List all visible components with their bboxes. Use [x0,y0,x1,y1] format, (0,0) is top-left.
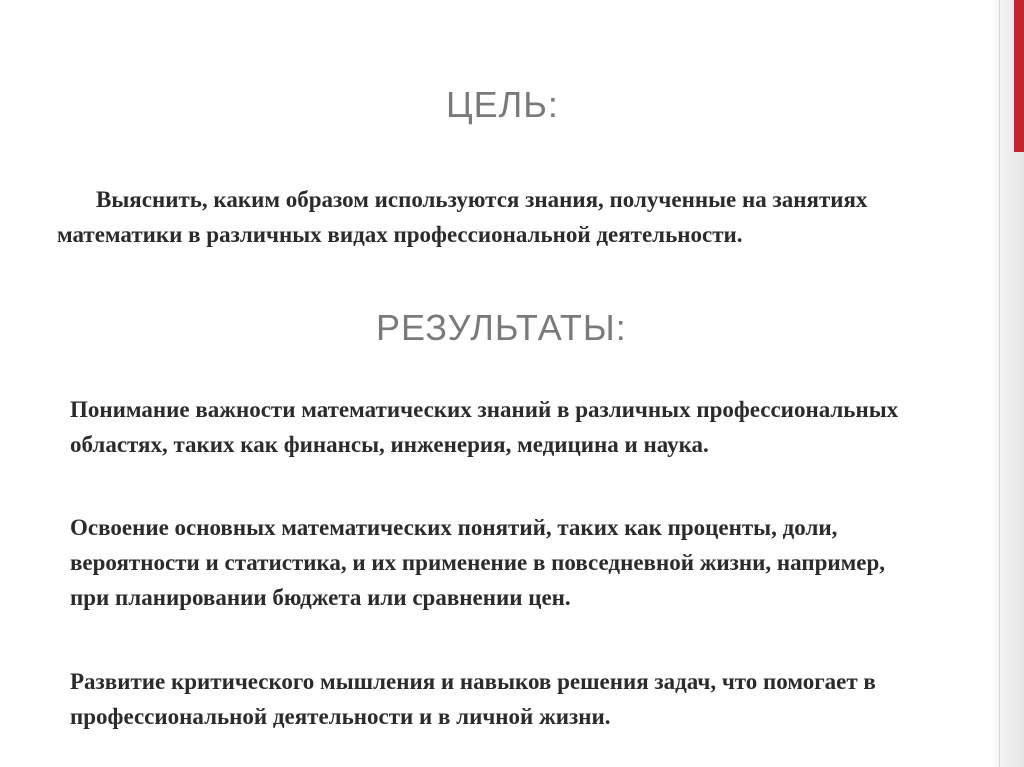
page-edge-line [999,0,1000,767]
result-item-1: Понимание важности математических знаний в различных профессиональных областях, таких как финансы, инженерия, медицина и наука. [70,397,899,457]
goal-heading: ЦЕЛЬ: [446,84,559,125]
accent-bar [1014,0,1024,152]
result-item-2: Освоение основных математических понятий, таких как проценты, доли, вероятности и статистика, и их применение в повседневной жизни, например, при планировании бюджета или сравнении цен. [70,515,886,610]
results-heading: РЕЗУЛЬТАТЫ: [376,307,627,348]
goal-text: Выяснить, каким образом используются знания, полученные на занятиях математики в различных видах профессиональной деятельности. [57,187,868,247]
result-item-3: Развитие критического мышления и навыков решения задач, что помогает в профессиональной деятельности и в личной жизни. [70,669,876,729]
